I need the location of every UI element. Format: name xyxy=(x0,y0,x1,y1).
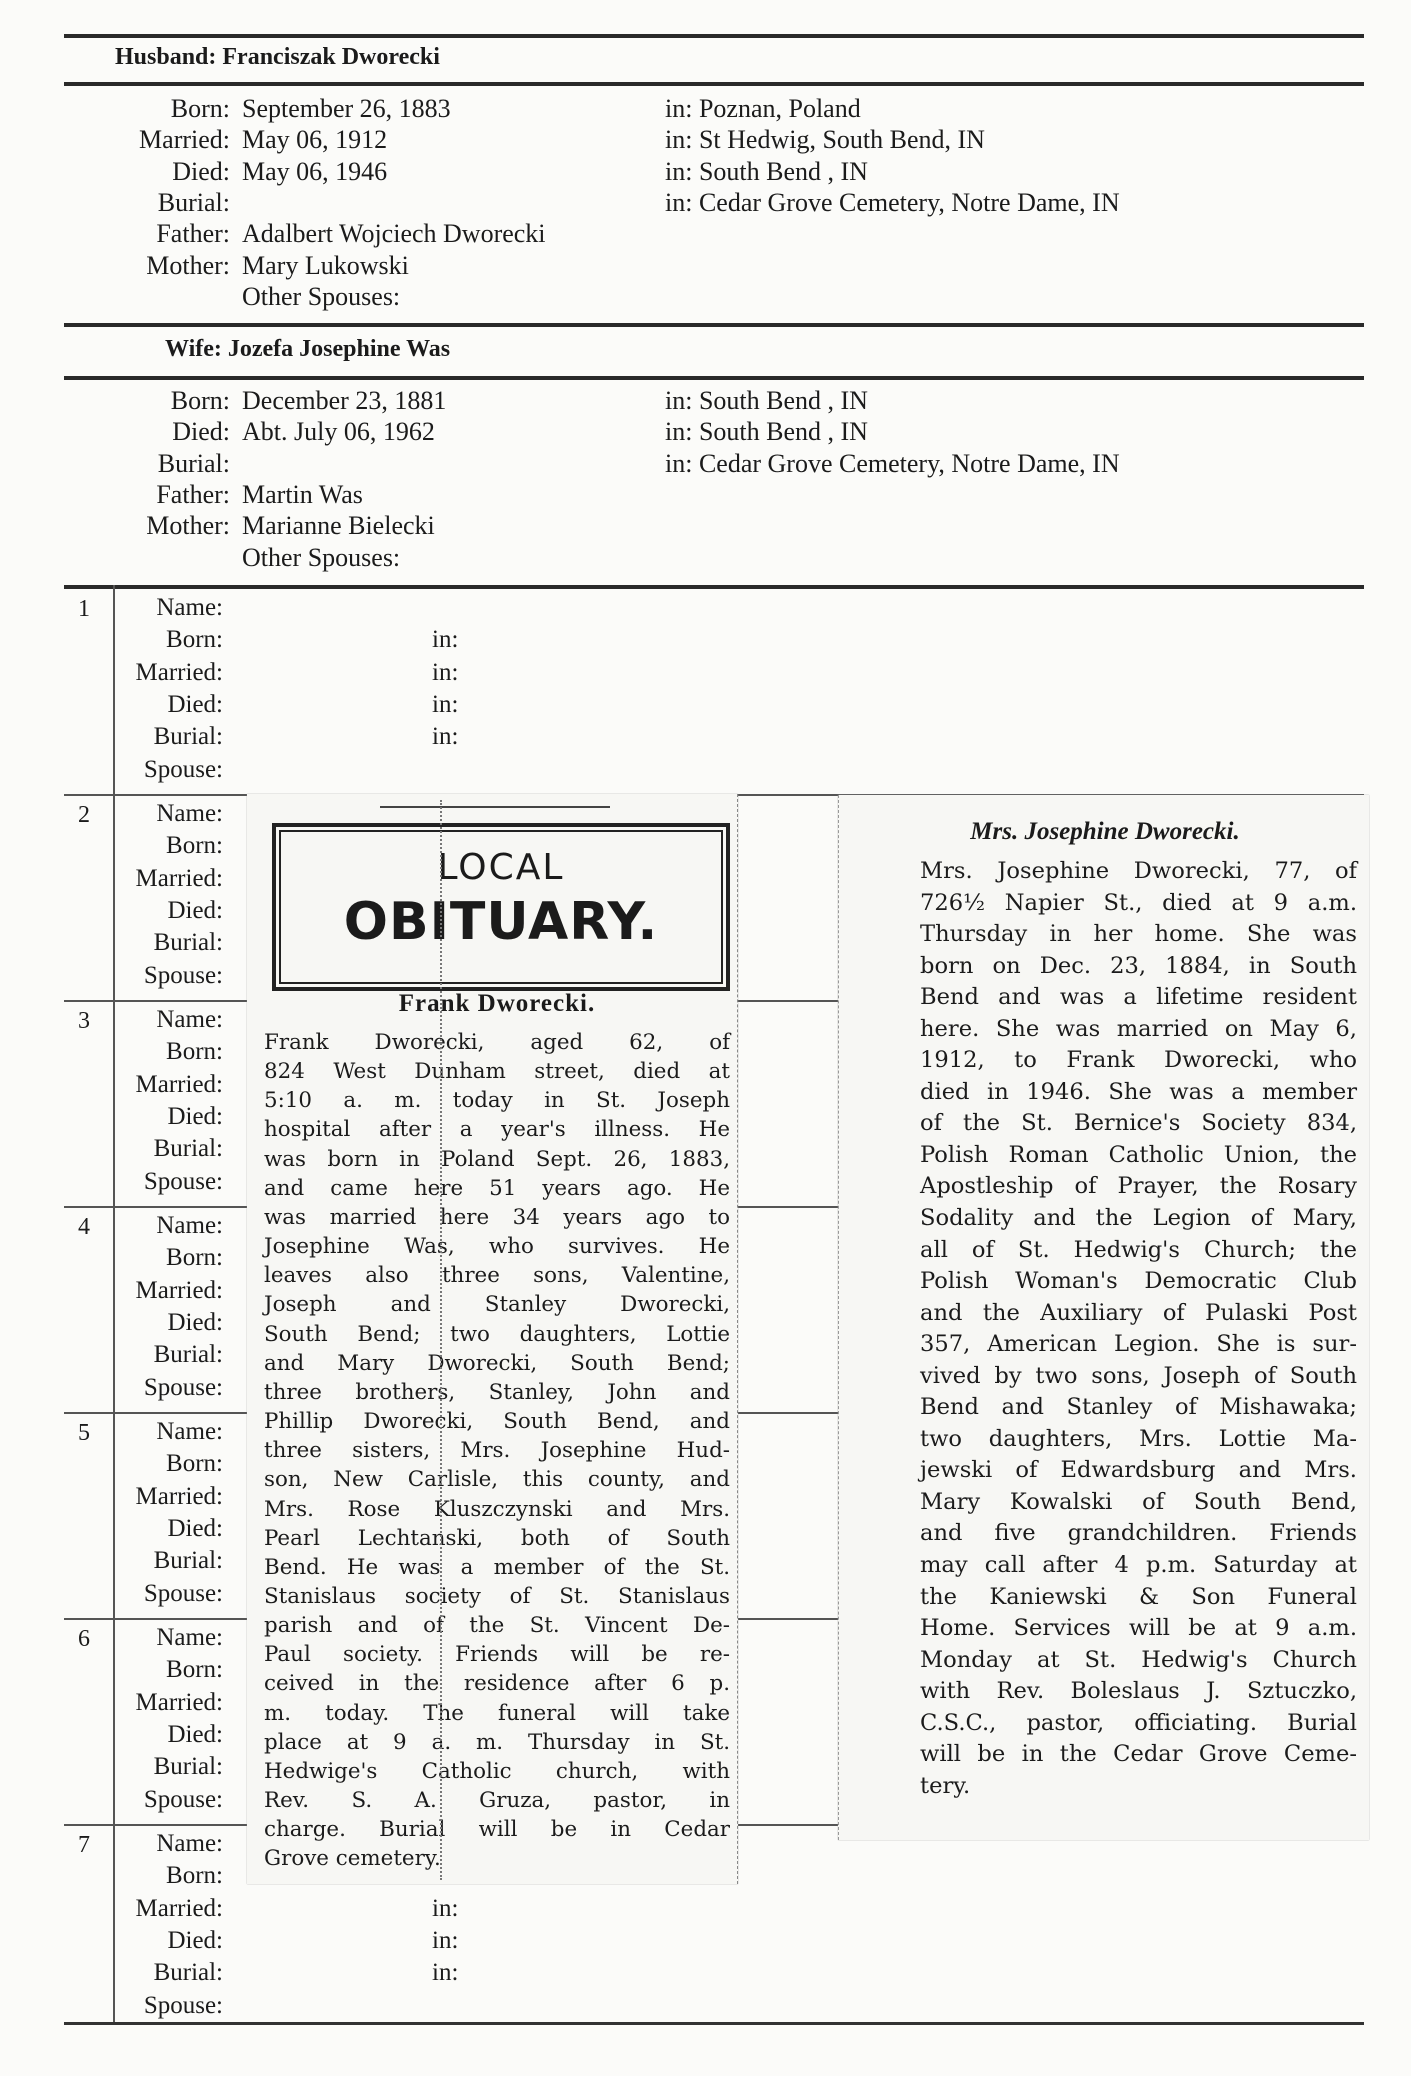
wife-value: Other Spouses: xyxy=(242,542,401,572)
wife-label: Mother: xyxy=(146,511,230,541)
child-number-divider xyxy=(113,585,115,2022)
child-field-label: Married: xyxy=(135,1894,223,1922)
child-number: 5 xyxy=(78,1420,90,1446)
obituary1-line: South Bend; two daughters, Lottie xyxy=(264,1321,730,1347)
obituary1-line: son, New Carlisle, this county, and xyxy=(264,1467,730,1493)
obituary2-line: Bend and Stanley of Mishawaka; xyxy=(920,1394,1357,1421)
wife-heading: Wife: Jozefa Josephine Was xyxy=(165,336,451,362)
husband-rule xyxy=(64,82,1364,86)
wife-label: Father: xyxy=(156,479,230,509)
child-number: 7 xyxy=(78,1832,90,1858)
child-field-label: Died: xyxy=(167,1720,223,1748)
wife-value: Martin Was xyxy=(242,479,363,509)
obituary2-line: Polish Woman's Democratic Club xyxy=(920,1268,1357,1295)
obituary1-line: Stanislaus society of St. Stanislaus xyxy=(264,1583,730,1609)
obituary2-line: Polish Roman Catholic Union, the xyxy=(920,1141,1357,1168)
banner-local: LOCAL xyxy=(437,847,565,888)
child-field-label: Spouse: xyxy=(143,1167,223,1195)
child-field-label: Name: xyxy=(156,800,223,827)
wife-label: Burial: xyxy=(157,448,230,478)
obituary2-text xyxy=(920,856,1357,1802)
obituary1-line: and Mary Dworecki, South Bend; xyxy=(264,1350,730,1376)
obituary1-text xyxy=(264,1028,730,1874)
obituary1-line: charge. Burial will be in Cedar xyxy=(264,1817,730,1843)
husband-value: Mary Lukowski xyxy=(242,250,409,280)
wife-rule xyxy=(64,376,1364,380)
obituary1-line: three sisters, Mrs. Josephine Hud- xyxy=(264,1438,730,1464)
child-field-label: Spouse: xyxy=(143,1373,223,1401)
obituary1-line: leaves also three sons, Valentine, xyxy=(264,1263,730,1289)
wife-top-rule xyxy=(64,323,1364,327)
wife-place: in: South Bend , IN xyxy=(665,417,868,447)
obituary2-line: Home. Services will be at 9 a.m. xyxy=(920,1615,1357,1642)
child-field-label: Burial: xyxy=(153,1753,223,1781)
obituary2-line: and the Auxiliary of Pulaski Post xyxy=(920,1299,1357,1326)
obituary1-line: m. today. The funeral will take xyxy=(264,1700,730,1726)
child-field-label: Died: xyxy=(167,1308,223,1336)
obituary1-line: three brothers, Stanley, John and xyxy=(264,1379,730,1405)
child-field-label: Name: xyxy=(156,594,223,621)
obituary2-line: 357, American Legion. She is sur- xyxy=(920,1331,1357,1358)
husband-value: May 06, 1946 xyxy=(242,156,388,186)
child-field-label: Born: xyxy=(166,1862,223,1890)
obituary1-line: hospital after a year's illness. He xyxy=(264,1117,730,1143)
obituary2-headline: Mrs. Josephine Dworecki. xyxy=(970,818,1240,845)
wife-label: Born: xyxy=(170,386,230,415)
obituary1-line: was born in Poland Sept. 26, 1883, xyxy=(264,1146,730,1172)
husband-value: Adalbert Wojciech Dworecki xyxy=(242,219,546,249)
obituary2-line: Mrs. Josephine Dworecki, 77, of xyxy=(920,858,1357,884)
husband-place: in: St Hedwig, South Bend, IN xyxy=(665,125,985,155)
obituary1-line: parish and of the St. Vincent De- xyxy=(264,1613,730,1639)
obituary1-headline: Frank Dworecki. xyxy=(398,990,596,1017)
child-field-label: Born: xyxy=(166,1244,223,1272)
husband-value: Other Spouses: xyxy=(242,281,401,311)
child-in-label: in: xyxy=(432,723,459,751)
obituary1-line: 824 West Dunham street, died at xyxy=(264,1059,730,1085)
child-field-label: Born: xyxy=(166,1450,223,1478)
child-field-label: Name: xyxy=(156,1212,223,1239)
wife-value: December 23, 1881 xyxy=(242,386,447,415)
obituary1-line: Joseph and Stanley Dworecki, xyxy=(264,1292,730,1318)
obituary2-line: will be in the Cedar Grove Ceme- xyxy=(920,1741,1357,1768)
child-field-label: Married: xyxy=(135,658,223,686)
child-in-label: in: xyxy=(432,1926,459,1954)
child-field-label: Burial: xyxy=(153,1959,223,1987)
obituary2-line: the Kaniewski & Son Funeral xyxy=(920,1583,1357,1610)
obituary2-line: born on Dec. 23, 1884, in South xyxy=(920,952,1357,979)
child-field-label: Married: xyxy=(135,1276,223,1304)
fold-line xyxy=(440,800,442,1880)
child-field-label: Died: xyxy=(167,690,223,718)
wife-place: in: South Bend , IN xyxy=(665,386,868,415)
child-field-label: Spouse: xyxy=(143,1579,223,1607)
banner-obituary: OBITUARY. xyxy=(343,892,659,952)
obituary2-line: with Rev. Boleslaus J. Sztuczko, xyxy=(920,1678,1357,1705)
child-field-label: Married: xyxy=(135,1688,223,1716)
child-field-label: Born: xyxy=(166,1038,223,1066)
child-field-label: Spouse: xyxy=(143,961,223,989)
wife-value: Marianne Bielecki xyxy=(242,511,435,541)
wife-label: Died: xyxy=(172,417,230,447)
husband-label: Died: xyxy=(172,156,230,186)
obituary2-line: may call after 4 p.m. Saturday at xyxy=(920,1552,1357,1579)
obituary2-line: C.S.C., pastor, officiating. Burial xyxy=(920,1709,1357,1736)
child-field-label: Died: xyxy=(167,1926,223,1954)
obituary1-line: was married here 34 years ago to xyxy=(264,1204,730,1230)
husband-value: May 06, 1912 xyxy=(242,125,388,155)
child-field-label: Name: xyxy=(156,1006,223,1033)
obituary1-line: 5:10 a. m. today in St. Joseph xyxy=(264,1088,730,1114)
child-field-label: Died: xyxy=(167,896,223,924)
obituary2-line: 1912, to Frank Dworecki, who xyxy=(920,1047,1357,1074)
obituary2-line: Thursday in her home. She was xyxy=(920,921,1357,948)
obituary-banner xyxy=(272,823,730,991)
child-field-label: Spouse: xyxy=(143,755,223,783)
obituary2-line: vived by two sons, Joseph of South xyxy=(920,1362,1357,1389)
child-field-label: Burial: xyxy=(153,1547,223,1575)
obituary1-line: Mrs. Rose Kluszczynski and Mrs. xyxy=(264,1496,730,1522)
obituary2-line: Sodality and the Legion of Mary, xyxy=(920,1205,1357,1232)
child-field-label: Born: xyxy=(166,832,223,860)
wife-place: in: Cedar Grove Cemetery, Notre Dame, IN xyxy=(665,448,1120,478)
child-in-label: in: xyxy=(432,1894,459,1922)
obituary1-line: Phillip Dworecki, South Bend, and xyxy=(264,1409,730,1435)
child-field-label: Born: xyxy=(166,626,223,654)
child-field-label: Born: xyxy=(166,1656,223,1684)
children-top-rule xyxy=(64,585,1364,589)
obituary1-line: Paul society. Friends will be re- xyxy=(264,1642,730,1668)
obituary2-line: jewski of Edwardsburg and Mrs. xyxy=(920,1457,1357,1484)
child-field-label: Name: xyxy=(156,1418,223,1445)
child-field-label: Died: xyxy=(167,1102,223,1130)
obituary1-line: Hedwige's Catholic church, with xyxy=(264,1758,730,1784)
child-field-label: Name: xyxy=(156,1830,223,1857)
child-field-label: Died: xyxy=(167,1514,223,1542)
obituary2-line: Monday at St. Hedwig's Church xyxy=(920,1646,1357,1673)
top-rule xyxy=(64,34,1364,38)
husband-heading: Husband: Franciszak Dworecki xyxy=(115,44,440,70)
obituary2-line: and five grandchildren. Friends xyxy=(920,1520,1357,1547)
child-number: 3 xyxy=(78,1008,90,1034)
child-number: 1 xyxy=(78,596,90,622)
obituary1-line: Frank Dworecki, aged 62, of xyxy=(264,1030,730,1055)
child-number: 6 xyxy=(78,1626,90,1652)
obituary2-line: died in 1946. She was a member xyxy=(920,1078,1357,1105)
child-field-label: Married: xyxy=(135,1070,223,1098)
wife-value: Abt. July 06, 1962 xyxy=(242,417,435,447)
obituary2-line: Bend and was a lifetime resident xyxy=(920,984,1357,1011)
obituary2-line: all of St. Hedwig's Church; the xyxy=(920,1236,1357,1263)
husband-label: Burial: xyxy=(157,187,230,217)
husband-place: in: South Bend , IN xyxy=(665,156,868,186)
obituary2-line: of the St. Bernice's Society 834, xyxy=(920,1110,1357,1137)
obituary1-line: place at 9 a. m. Thursday in St. xyxy=(264,1729,730,1755)
obituary2-line: 726½ Napier St., died at 9 a.m. xyxy=(920,889,1357,916)
obituary1-line: Pearl Lechtanski, both of South xyxy=(264,1525,730,1551)
child-in-label: in: xyxy=(432,1959,459,1987)
obituary1-line: Josephine Was, who survives. He xyxy=(264,1234,730,1260)
obituary1-line: and came here 51 years ago. He xyxy=(264,1175,730,1201)
husband-place: in: Cedar Grove Cemetery, Notre Dame, IN xyxy=(665,187,1120,217)
husband-label: Father: xyxy=(156,219,230,249)
obituary2-line: Apostleship of Prayer, the Rosary xyxy=(920,1173,1357,1200)
child-field-label: Name: xyxy=(156,1624,223,1651)
child-field-label: Burial: xyxy=(153,1341,223,1369)
obituary2-line: here. She was married on May 6, xyxy=(920,1015,1357,1042)
obituary2-line: two daughters, Mrs. Lottie Ma- xyxy=(920,1425,1357,1452)
child-in-label: in: xyxy=(432,690,459,718)
obituary2-line: tery. xyxy=(920,1772,971,1799)
child-field-label: Married: xyxy=(135,1482,223,1510)
obituary1-line: Rev. S. A. Gruza, pastor, in xyxy=(264,1788,730,1814)
child-number: 2 xyxy=(78,802,90,828)
obituary1-line: ceived in the residence after 6 p. xyxy=(264,1671,730,1697)
obituary2-line: Mary Kowalski of South Bend, xyxy=(920,1488,1357,1515)
husband-label: Married: xyxy=(139,125,230,155)
husband-label: Mother: xyxy=(146,250,230,280)
child-field-label: Spouse: xyxy=(143,1785,223,1813)
child-field-label: Spouse: xyxy=(143,1991,223,2019)
child-field-label: Burial: xyxy=(153,929,223,957)
husband-place: in: Poznan, Poland xyxy=(665,94,861,123)
child-in-label: in: xyxy=(432,658,459,686)
bottom-rule xyxy=(64,2022,1364,2025)
child-field-label: Burial: xyxy=(153,723,223,751)
child-field-label: Married: xyxy=(135,864,223,892)
obituary1-line: Grove cemetery. xyxy=(264,1846,441,1872)
child-number: 4 xyxy=(78,1214,90,1240)
obituary1-line: Bend. He was a member of the St. xyxy=(264,1554,730,1580)
clipping-top-line xyxy=(380,806,610,808)
husband-label: Born: xyxy=(170,94,230,123)
husband-value: September 26, 1883 xyxy=(242,94,451,123)
child-field-label: Burial: xyxy=(153,1135,223,1163)
child-in-label: in: xyxy=(432,626,459,654)
